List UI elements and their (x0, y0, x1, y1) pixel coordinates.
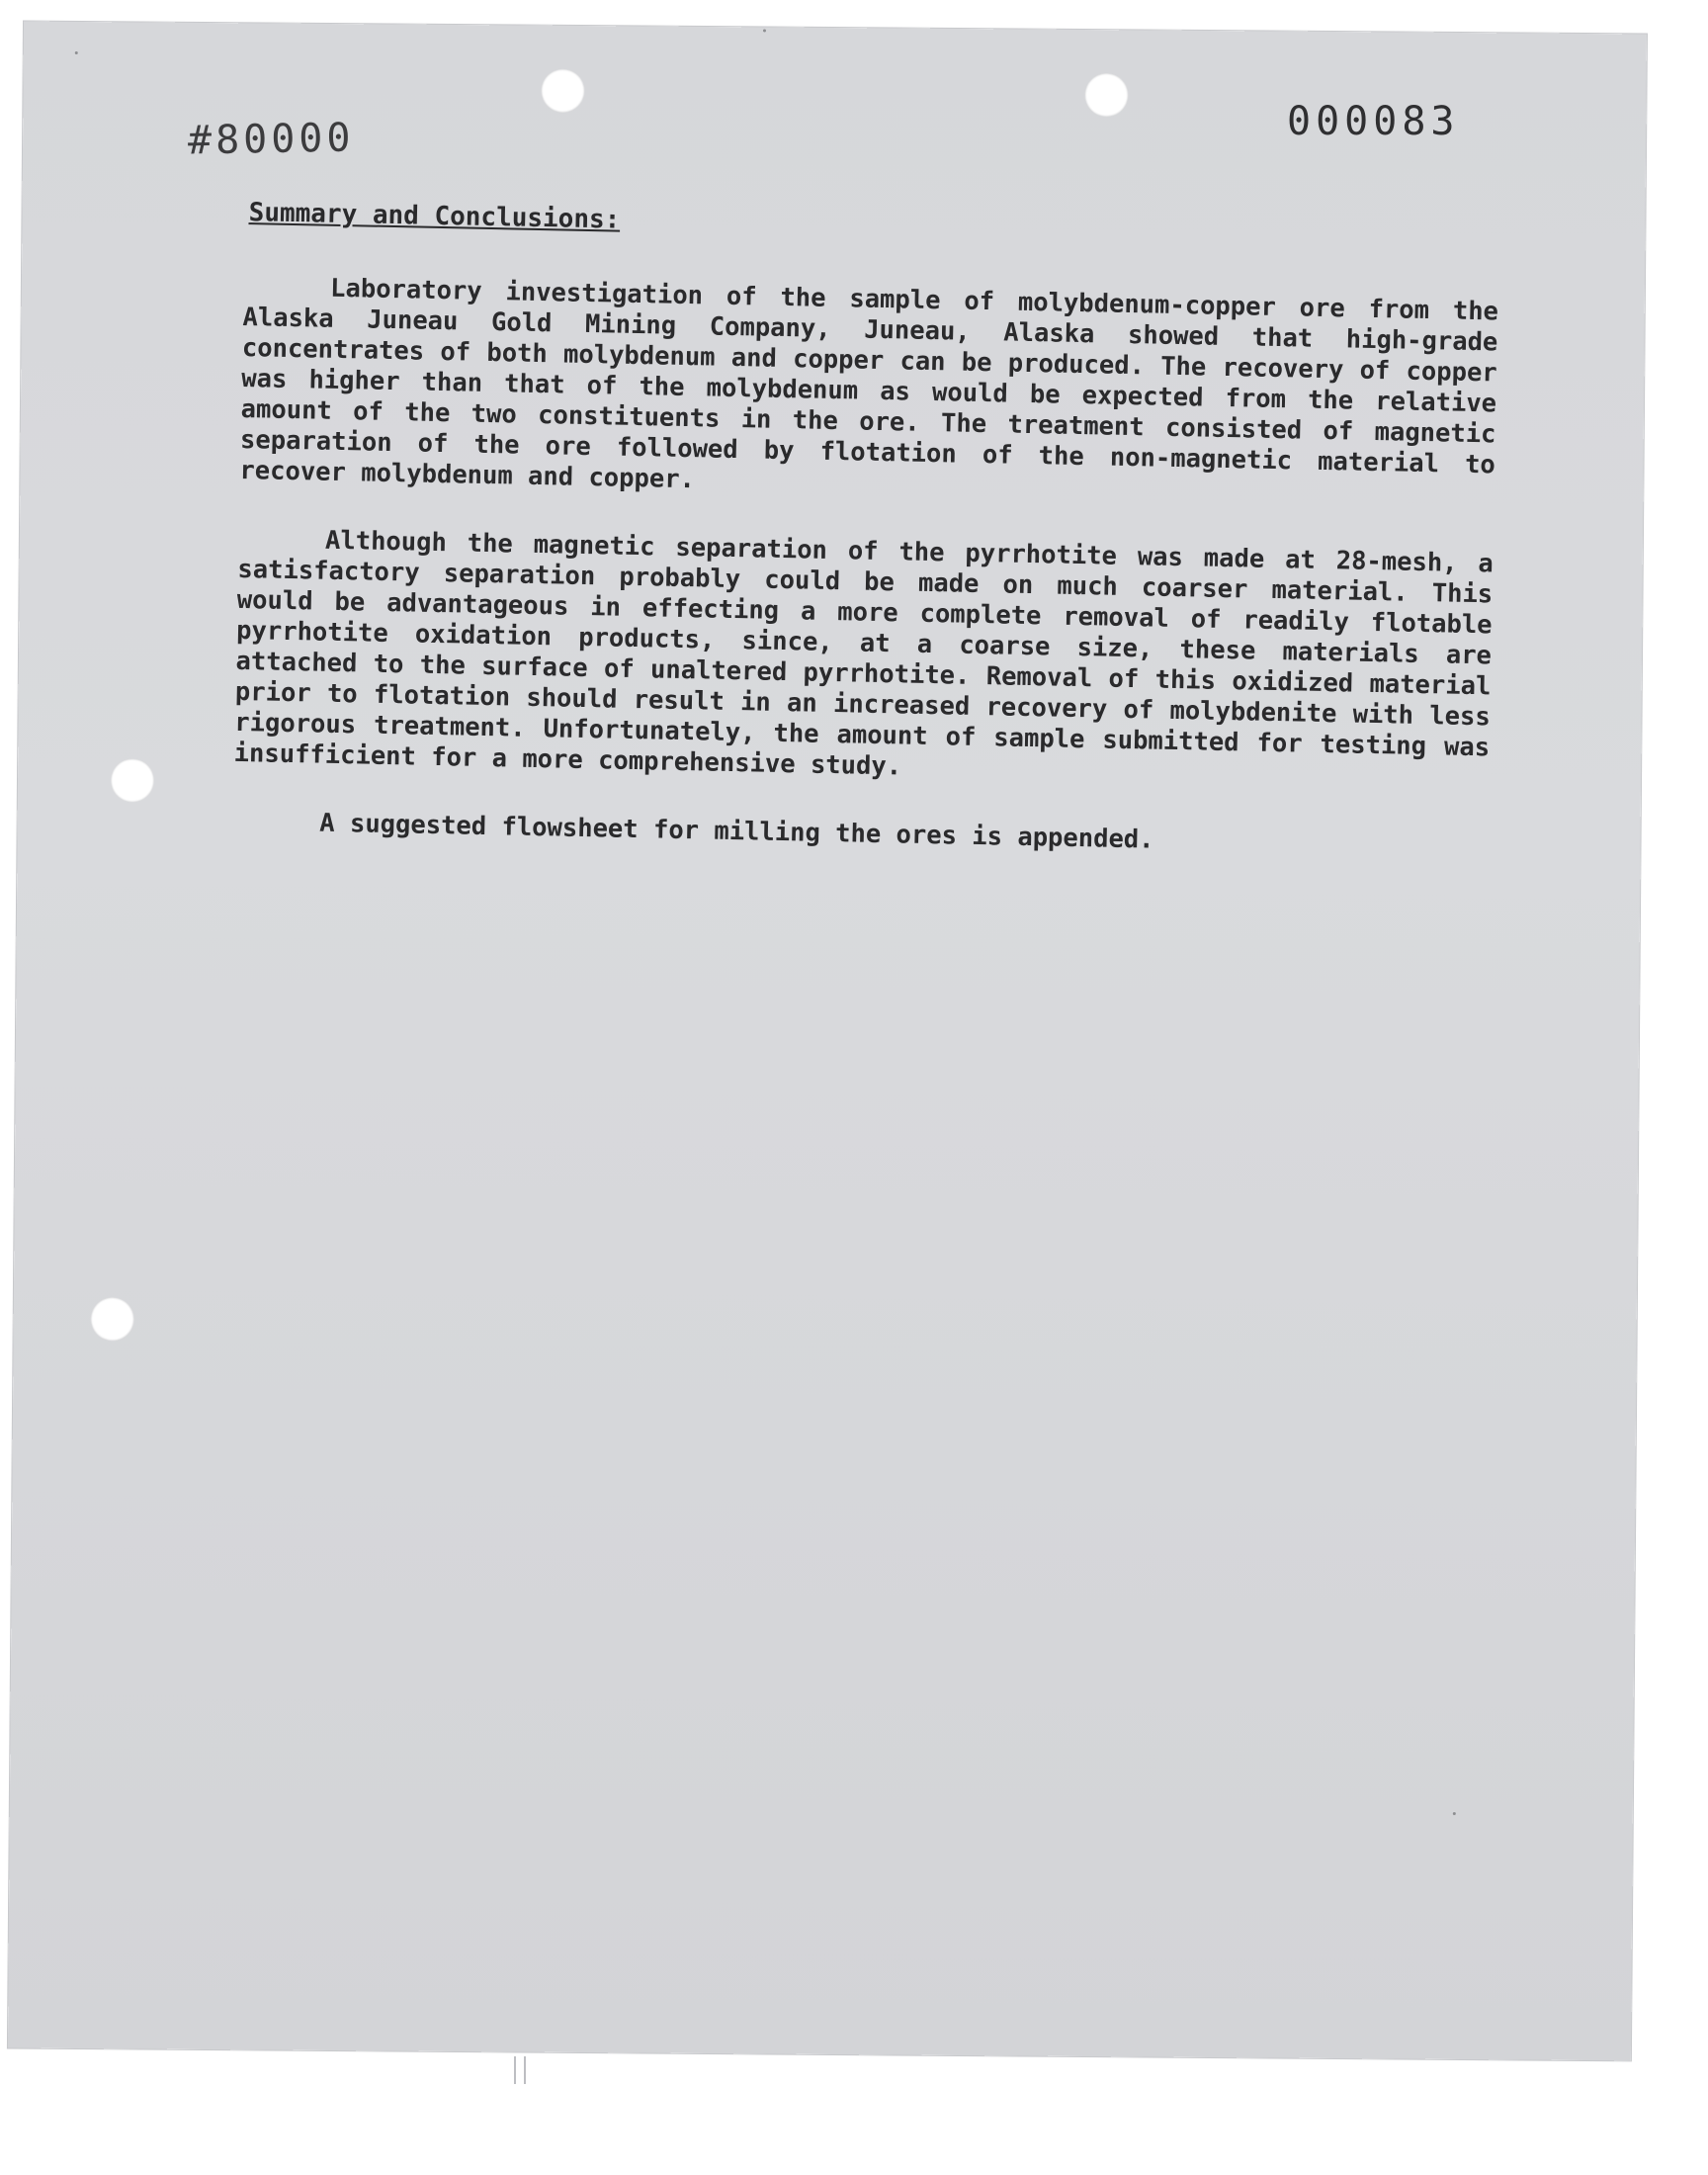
paragraph-3: A suggested flowsheet for milling the ores is appended. (319, 808, 1154, 855)
paper-speck (75, 51, 78, 54)
punch-hole-top-left (541, 69, 584, 113)
scan-bottom-margin (0, 2084, 1708, 2175)
punch-hole-top-right (1084, 73, 1128, 117)
punch-hole-side-upper (111, 758, 154, 802)
paper-speck (763, 29, 766, 32)
paragraph-2: Although the magnetic separation of the pyrrhotite was made at 28-mesh, a satisfactory separation probably could be made on much coarser material. This would be advantageous in effecting a more complete removal of readily flotable pyrrhotite oxidation products, since, at a coarse size, these materials are attached to the surface of unaltered pyrrhotite. Removal of this oxidized material prior to flotation should result in an increased recovery of molybdenite with less rigorous treatment. Unfortunately, the amount of sample submitted for testing was insufficient for a more comprehensive study. (233, 525, 1494, 782)
document-number-left: #80000 (187, 115, 355, 164)
paper-speck (1453, 1812, 1456, 1815)
punch-hole-side-lower (91, 1297, 134, 1341)
section-heading: Summary and Conclusions: (248, 198, 621, 235)
document-page-number: 000083 (1287, 99, 1460, 144)
document-body (231, 198, 1499, 900)
paragraph-1: Laboratory investigation of the sample of molybdenum-copper ore from the Alaska Juneau Gold Mining Company, Juneau, Alaska showed that high-grade concentrates of both molybdenum and copper can be produced. The recovery of copper was higher than that of the molybdenum as would be expected from the relative amount of the two constituents in the ore. The treatment consisted of magnetic separation of the ore followed by flotation of the non-magnetic material to recover molybdenum and copper. (239, 273, 1499, 495)
